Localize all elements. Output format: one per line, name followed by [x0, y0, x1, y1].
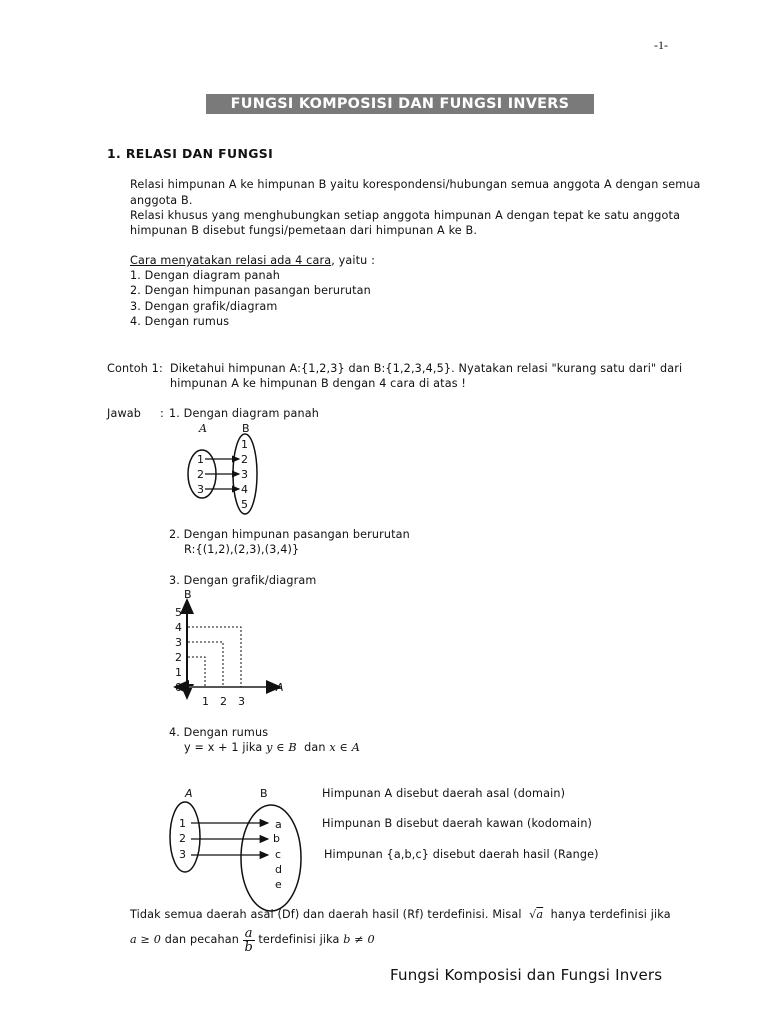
- closing-text-end: hanya terdefinisi jika: [550, 908, 671, 921]
- codomain-element: a: [275, 818, 282, 831]
- formula: [184, 741, 360, 754]
- domain-note: Himpunan B disebut daerah kawan (kodomain): [322, 817, 593, 830]
- set-b-label: B: [242, 422, 250, 435]
- condition-a: a ≥ 0: [130, 933, 162, 946]
- section-heading: 1. RELASI DAN FUNGSI: [107, 146, 274, 161]
- y-axis-label: B: [184, 588, 192, 601]
- formula-condition-x: x ∈ A: [329, 741, 360, 754]
- y-tick-label: 1: [175, 666, 182, 679]
- domain-note: Himpunan A disebut daerah asal (domain): [322, 787, 566, 800]
- point-guide: [188, 627, 241, 687]
- y-tick-label: 3: [175, 636, 182, 649]
- ordered-pairs: R:{(1,2),(2,3),(3,4)}: [184, 543, 300, 556]
- closing-mid: dan pecahan: [164, 933, 240, 946]
- answer-label: Jawab: [107, 407, 142, 420]
- example-line: himpunan A ke himpunan B dengan 4 cara di atas !: [170, 377, 467, 390]
- relation-graph: [170, 586, 300, 711]
- codomain-element: d: [275, 863, 282, 876]
- paragraph-line: Relasi himpunan A ke himpunan B yaitu korespondensi/hubungan semua anggota A dengan semua: [130, 178, 701, 191]
- paragraph-line: himpunan B disebut fungsi/pemetaan dari himpunan A ke B.: [130, 224, 478, 237]
- codomain-element: c: [275, 848, 282, 861]
- answer-way-2: 2. Dengan himpunan pasangan berurutan: [169, 528, 410, 541]
- way-item: 1. Dengan diagram panah: [130, 269, 280, 282]
- answer-colon: :: [160, 407, 164, 420]
- page-footer: Fungsi Komposisi dan Fungsi Invers: [390, 966, 663, 984]
- page-number: -1-: [654, 38, 668, 52]
- way-item: 3. Dengan grafik/diagram: [130, 300, 278, 313]
- y-tick-label: 4: [175, 621, 182, 634]
- formula-text: y = x + 1 jika: [184, 741, 263, 754]
- paragraph-line: anggota B.: [130, 194, 193, 207]
- closing-line-1: [130, 908, 671, 921]
- set-b-element: 3: [241, 468, 248, 481]
- example-label: Contoh 1:: [107, 362, 163, 375]
- domain-note: Himpunan {a,b,c} disebut daerah hasil (Range): [324, 848, 599, 861]
- set-a-element: 3: [197, 483, 204, 496]
- set-b-element: 4: [241, 483, 248, 496]
- domain-codomain-diagram: [165, 783, 315, 908]
- answer-way-3: 3. Dengan grafik/diagram: [169, 574, 317, 587]
- codomain-ellipse: [241, 805, 301, 911]
- closing-line-2: [130, 925, 375, 955]
- x-tick-label: 2: [220, 695, 227, 708]
- example-line: Diketahui himpunan A:{1,2,3} dan B:{1,2,3,4,5}. Nyatakan relasi "kurang satu dari" dari: [170, 362, 683, 375]
- page-title: FUNGSI KOMPOSISI DAN FUNGSI INVERS: [206, 94, 594, 114]
- codomain-element: b: [273, 832, 280, 845]
- arrow-diagram: [180, 420, 280, 515]
- formula-dan: dan: [304, 741, 326, 754]
- ways-intro-underlined: Cara menyatakan relasi ada 4 cara: [130, 254, 332, 267]
- x-tick-label: 1: [202, 695, 209, 708]
- x-axis-label: A: [276, 681, 284, 694]
- set-b-element: 5: [241, 498, 248, 511]
- closing-mid-2: terdefinisi jika: [258, 933, 340, 946]
- x-tick-label: 3: [238, 695, 245, 708]
- answer-way-4: 4. Dengan rumus: [169, 726, 269, 739]
- codomain-element: e: [275, 878, 282, 891]
- set-b-element: 2: [241, 453, 248, 466]
- y-tick-label: 0: [175, 681, 182, 694]
- fraction: $\frac{a}{b}$: [244, 925, 253, 955]
- set-a-label: A: [199, 422, 207, 435]
- y-tick-label: 2: [175, 651, 182, 664]
- set-b-element: 1: [241, 438, 248, 451]
- condition-b: b ≠ 0: [343, 933, 375, 946]
- sqrt-expression: √a: [529, 908, 544, 921]
- domain-element: 2: [179, 832, 186, 845]
- paragraph-line: Relasi khusus yang menghubungkan setiap anggota himpunan A dengan tepat ke satu anggota: [130, 209, 681, 222]
- domain-element: 3: [179, 848, 186, 861]
- formula-condition-y: y ∈ B: [266, 741, 297, 754]
- way-item: 4. Dengan rumus: [130, 315, 230, 328]
- ways-intro: [130, 254, 375, 267]
- set-b-label: B: [260, 787, 268, 800]
- point-guide: [188, 657, 205, 687]
- set-a-label: A: [185, 787, 193, 800]
- set-a-element: 2: [197, 468, 204, 481]
- way-item: 2. Dengan himpunan pasangan berurutan: [130, 284, 371, 297]
- domain-element: 1: [179, 817, 186, 830]
- ways-intro-rest: , yaitu :: [331, 254, 376, 267]
- set-a-element: 1: [197, 453, 204, 466]
- answer-way-1: 1. Dengan diagram panah: [169, 407, 319, 420]
- closing-text: Tidak semua daerah asal (Df) dan daerah hasil (Rf) terdefinisi. Misal: [130, 908, 522, 921]
- y-tick-label: 5: [175, 606, 182, 619]
